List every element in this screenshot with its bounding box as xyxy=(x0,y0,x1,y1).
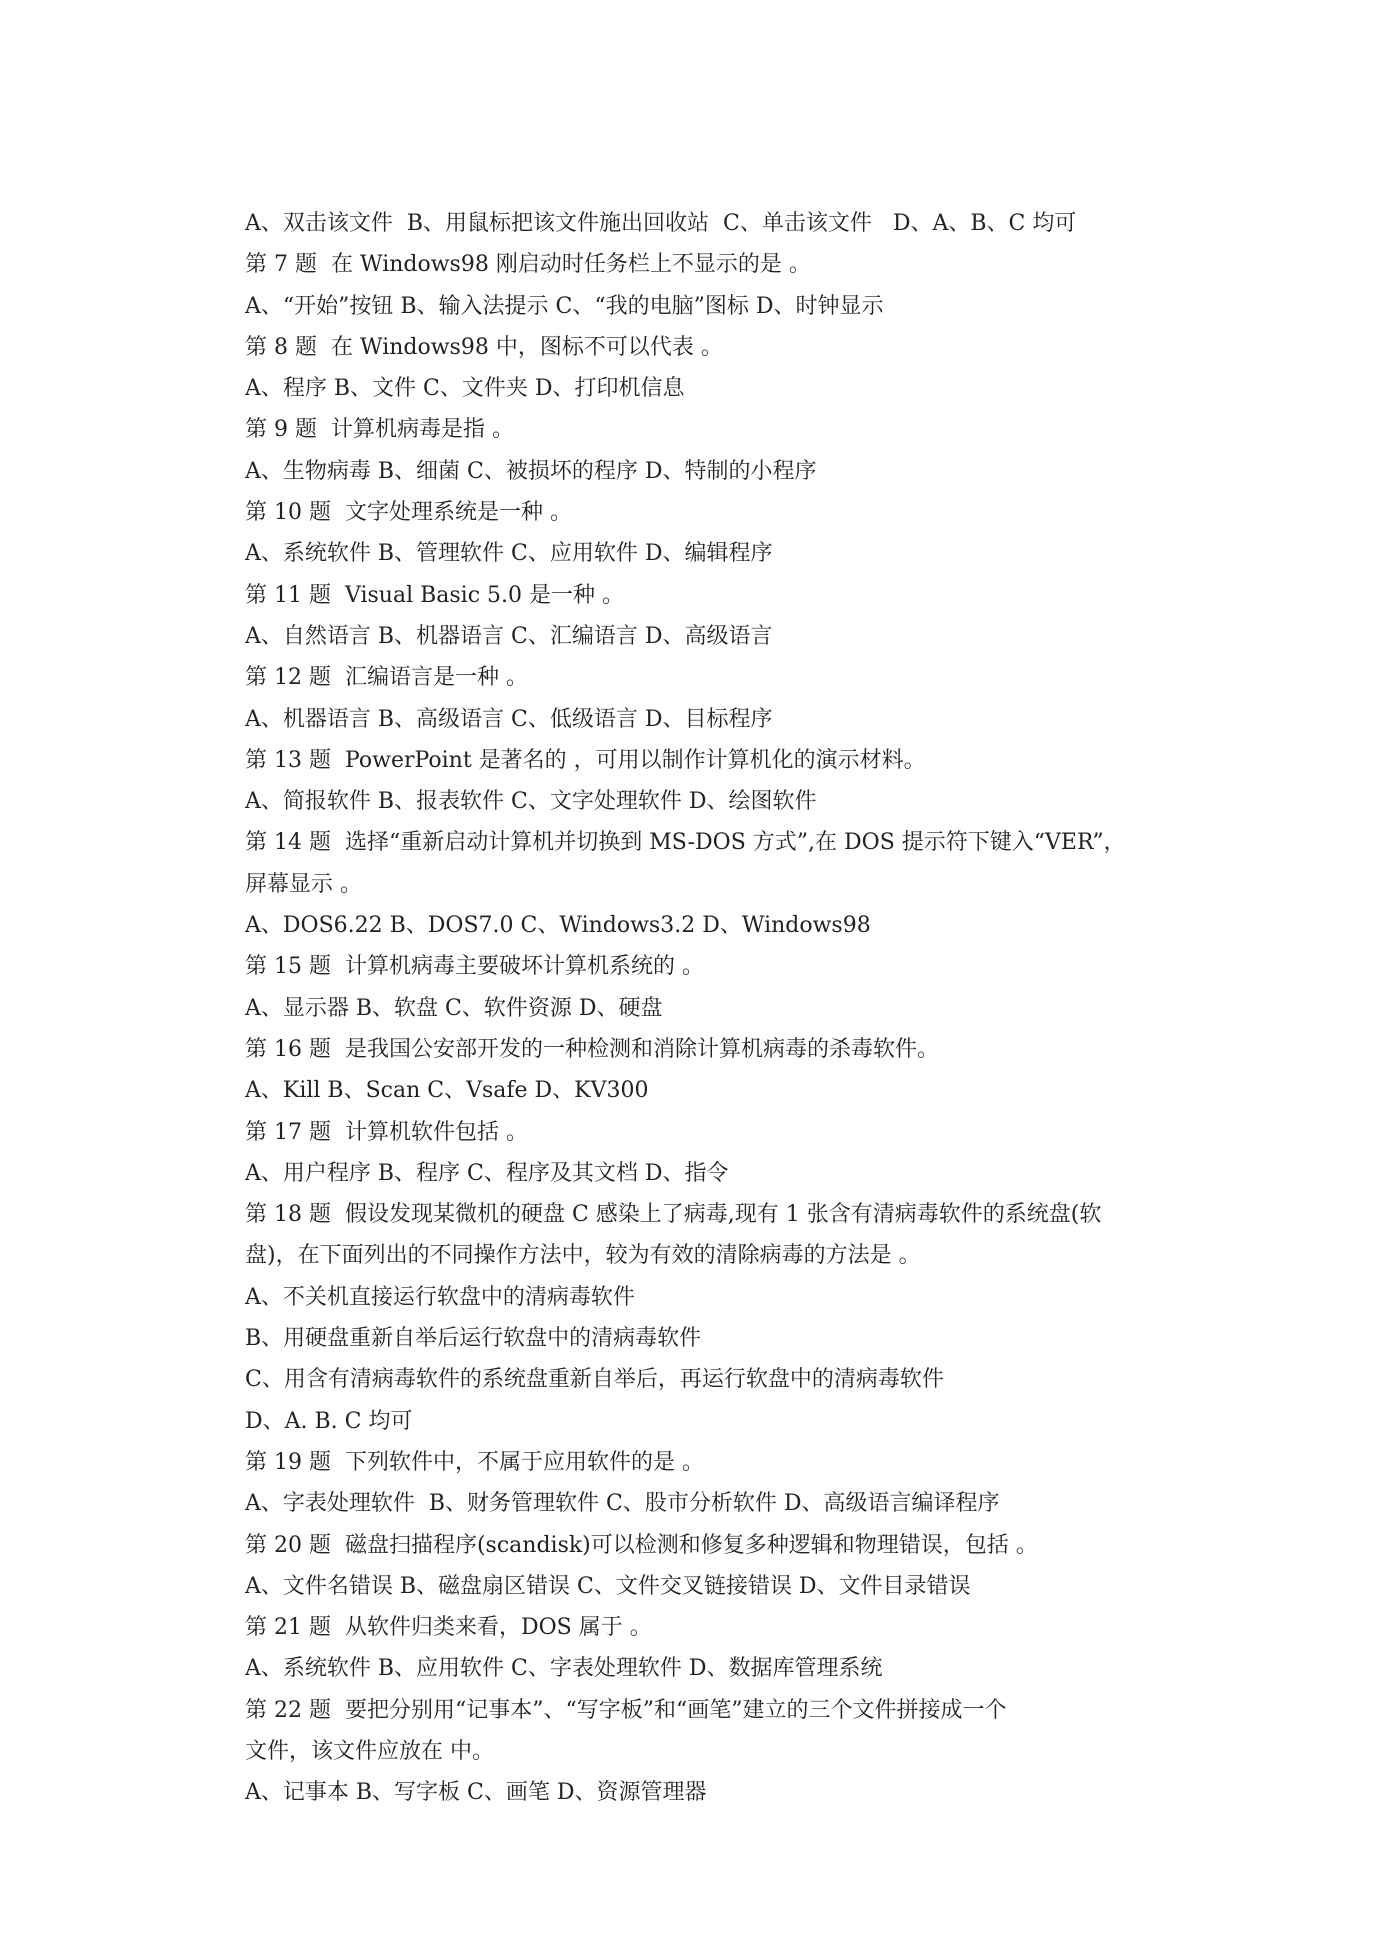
text-line: 第 20 题 磁盘扫描程序(scandisk)可以检测和修复多种逻辑和物理错误，包括 。 xyxy=(245,1532,1038,1558)
text-line: A、不关机直接运行软盘中的清病毒软件 xyxy=(245,1284,635,1310)
text-line: A、“开始”按钮 B、输入法提示 C、“我的电脑”图标 D、时钟显示 xyxy=(245,293,884,319)
text-line: 第 11 题 Visual Basic 5.0 是一种 。 xyxy=(245,582,625,608)
text-line: A、简报软件 B、报表软件 C、文字处理软件 D、绘图软件 xyxy=(245,789,817,815)
text-line: 第 17 题 计算机软件包括 。 xyxy=(245,1119,528,1145)
text-line: 第 14 题 选择“重新启动计算机并切换到 MS-DOS 方式”,在 DOS 提示符下键入“VER”， xyxy=(245,830,1126,856)
text-line: 第 22 题 要把分别用“记事本”、“写字板”和“画笔”建立的三个文件拼接成一个 xyxy=(245,1697,1007,1723)
text-line: A、程序 B、文件 C、文件夹 D、打印机信息 xyxy=(245,376,685,402)
text-line: 盘)，在下面列出的不同操作方法中，较为有效的清除病毒的方法是 。 xyxy=(245,1243,921,1269)
text-line: 第 9 题 计算机病毒是指 。 xyxy=(245,417,514,443)
text-line: 第 8 题 在 Windows98 中，图标不可以代表 。 xyxy=(245,334,723,360)
text-line: A、用户程序 B、程序 C、程序及其文档 D、指令 xyxy=(245,1160,729,1186)
text-line: A、记事本 B、写字板 C、画笔 D、资源管理器 xyxy=(245,1780,707,1806)
text-line: 第 10 题 文字处理系统是一种 。 xyxy=(245,500,572,526)
text-line: 第 7 题 在 Windows98 刚启动时任务栏上不显示的是 。 xyxy=(245,252,811,278)
text-line: A、显示器 B、软盘 C、软件资源 D、硬盘 xyxy=(245,995,663,1021)
text-line: A、DOS6.22 B、DOS7.0 C、Windows3.2 D、Windows98 xyxy=(245,913,871,939)
text-line: A、机器语言 B、高级语言 C、低级语言 D、目标程序 xyxy=(245,706,773,732)
text-line: A、生物病毒 B、细菌 C、被损坏的程序 D、特制的小程序 xyxy=(245,458,817,484)
text-line: A、字表处理软件 B、财务管理软件 C、股市分析软件 D、高级语言编译程序 xyxy=(245,1491,1000,1517)
text-line: 第 13 题 PowerPoint 是著名的 ，可用以制作计算机化的演示材料。 xyxy=(245,747,926,773)
text-line: 第 16 题 是我国公安部开发的一种检测和消除计算机病毒的杀毒软件。 xyxy=(245,1036,939,1062)
document-body xyxy=(245,203,1255,1814)
text-line: A、双击该文件 B、用鼠标把该文件施出回收站 C、单击该文件 D、A、B、C 均可 xyxy=(245,211,1077,236)
text-line: D、A. B. C 均可 xyxy=(245,1408,413,1434)
text-line: A、Kill B、Scan C、Vsafe D、KV300 xyxy=(245,1078,649,1104)
text-line: 第 18 题 假设发现某微机的硬盘 C 感染上了病毒,现有 1 张含有清病毒软件的系统盘(软 xyxy=(245,1202,1102,1228)
text-line: 第 19 题 下列软件中，不属于应用软件的是 。 xyxy=(245,1449,704,1475)
text-line: C、用含有清病毒软件的系统盘重新自举后，再运行软盘中的清病毒软件 xyxy=(245,1367,944,1393)
text-line: A、系统软件 B、管理软件 C、应用软件 D、编辑程序 xyxy=(245,541,773,567)
text-line: 第 21 题 从软件归类来看，DOS 属于 。 xyxy=(245,1615,652,1641)
text-line: 第 12 题 汇编语言是一种 。 xyxy=(245,665,528,691)
text-line: A、自然语言 B、机器语言 C、汇编语言 D、高级语言 xyxy=(245,623,773,649)
text-line: 屏幕显示 。 xyxy=(245,871,362,897)
text-line: A、系统软件 B、应用软件 C、字表处理软件 D、数据库管理系统 xyxy=(245,1656,883,1682)
text-line: 文件，该文件应放在 中。 xyxy=(245,1738,494,1764)
text-line: A、文件名错误 B、磁盘扇区错误 C、文件交叉链接错误 D、文件目录错误 xyxy=(245,1573,971,1599)
text-line: 第 15 题 计算机病毒主要破坏计算机系统的 。 xyxy=(245,954,704,980)
text-line: B、用硬盘重新自举后运行软盘中的清病毒软件 xyxy=(245,1326,702,1352)
